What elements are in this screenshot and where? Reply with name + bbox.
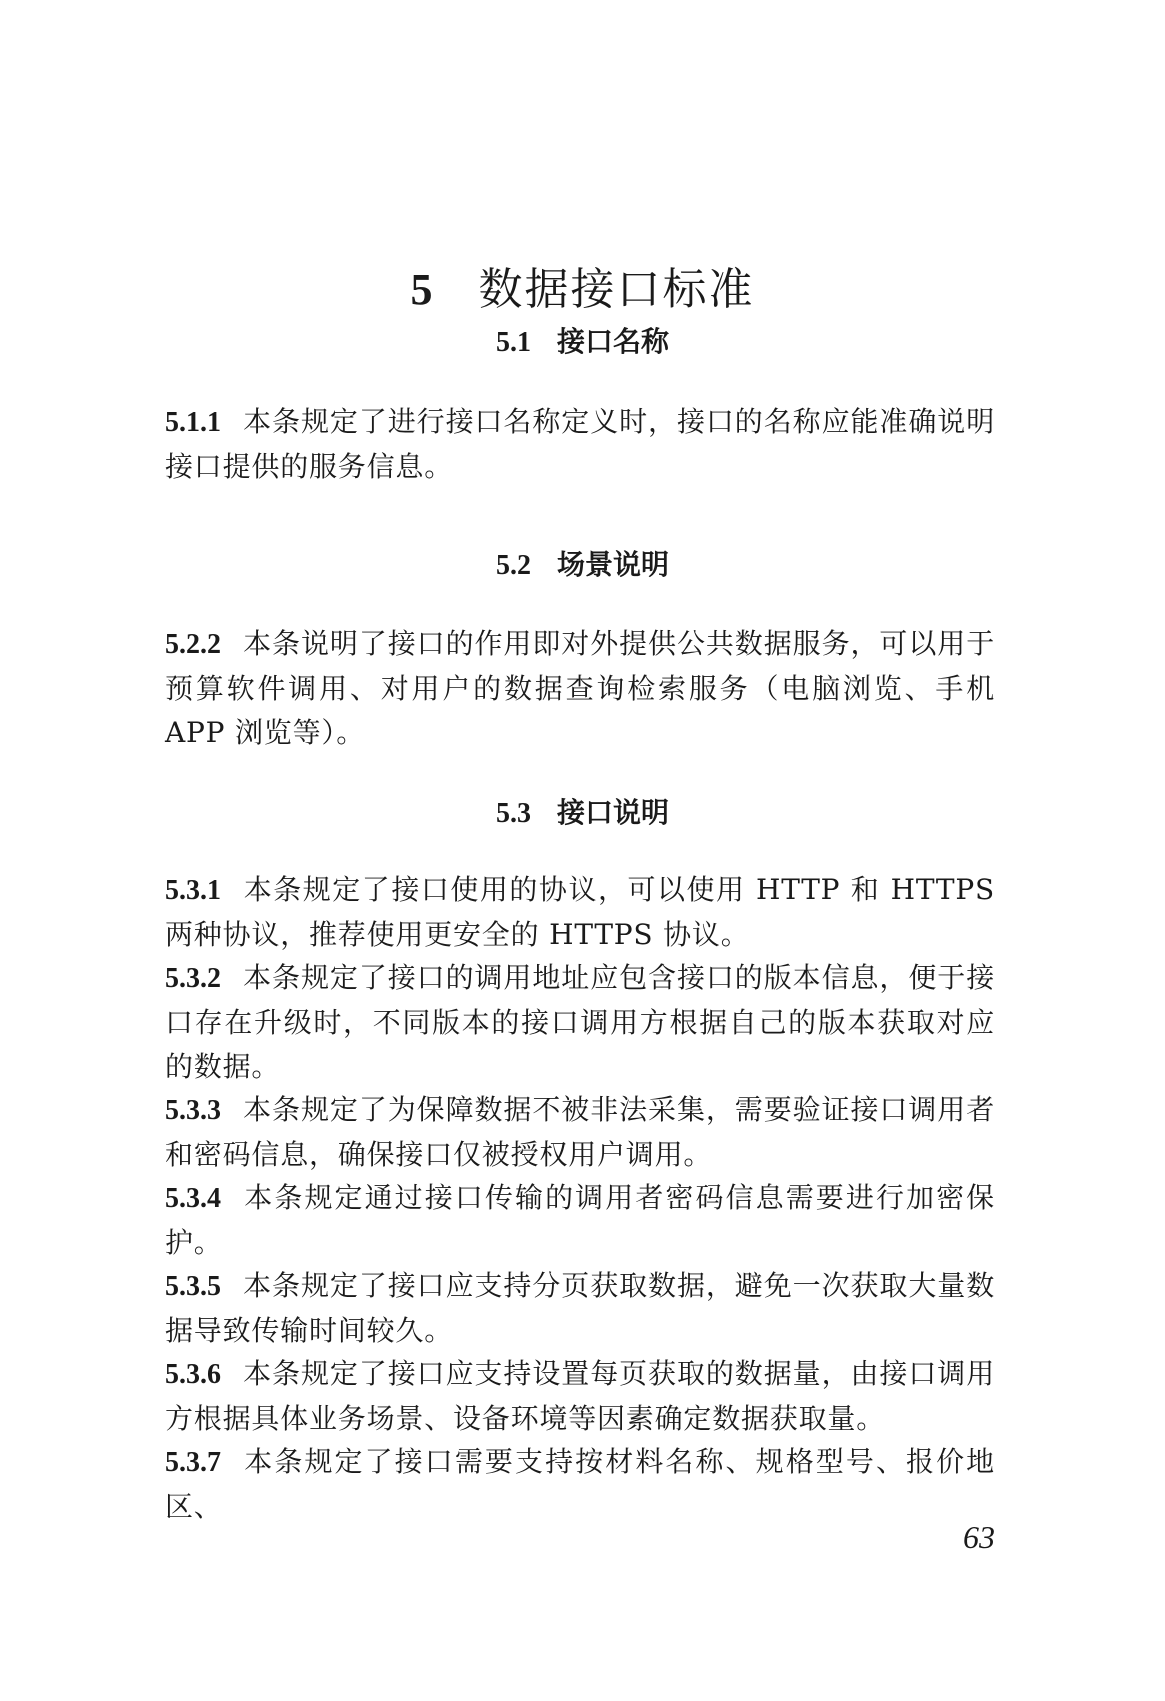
clause-paragraph [165,1176,995,1265]
clause-text: 本条规定了接口需要支持按材料名称、规格型号、报价地区、 [165,1445,995,1523]
clause-number: 5.3.5 [165,1271,221,1302]
section-heading [0,545,1165,586]
clause-paragraph [165,1264,995,1353]
clause-paragraph [165,400,995,489]
section-title: 接口名称 [556,325,669,358]
clause-text: 本条说明了接口的作用即对外提供公共数据服务，可以用于预算软件调用、对用户的数据查询检索服务（电脑浏览、手机APP 浏览等）。 [165,627,995,749]
section-number: 5.1 [495,327,531,358]
clause-paragraph [165,1088,995,1177]
clause-number: 5.3.2 [165,963,221,994]
clause-text: 本条规定了接口的调用地址应包含接口的版本信息，便于接口存在升级时，不同版本的接口调用方根据自己的版本获取对应的数据。 [165,961,995,1083]
clause-number: 5.2.2 [165,629,221,660]
section-heading [0,322,1165,363]
section-title: 接口说明 [556,796,669,829]
clause-number: 5.3.7 [165,1447,221,1478]
clause-paragraph [165,622,995,755]
page-number: 63 [963,1519,995,1555]
clause-number: 5.3.3 [165,1095,221,1126]
clause-number: 5.3.1 [165,875,221,906]
clause-text: 本条规定了为保障数据不被非法采集，需要验证接口调用者和密码信息，确保接口仅被授权用户调用。 [165,1093,995,1171]
clause-text: 本条规定通过接口传输的调用者密码信息需要进行加密保护。 [165,1181,995,1259]
section-number: 5.2 [495,550,531,581]
clause-paragraph [165,1352,995,1441]
section-title: 场景说明 [556,548,669,581]
clause-paragraph [165,1440,995,1529]
clause-text: 本条规定了进行接口名称定义时，接口的名称应能准确说明接口提供的服务信息。 [165,405,995,483]
clause-text: 本条规定了接口应支持设置每页获取的数据量，由接口调用方根据具体业务场景、设备环境等因素确定数据获取量。 [165,1357,995,1435]
clause-paragraph [165,868,995,957]
chapter-number: 5 [410,265,435,314]
clause-number: 5.1.1 [165,407,221,438]
section-heading [0,793,1165,834]
clause-text: 本条规定了接口应支持分页获取数据，避免一次获取大量数据导致传输时间较久。 [165,1269,995,1347]
clause-number: 5.3.4 [165,1183,221,1214]
clause-paragraph [165,956,995,1089]
section-number: 5.3 [495,798,531,829]
clause-number: 5.3.6 [165,1359,221,1390]
chapter-title-text: 数据接口标准 [478,264,755,315]
chapter-title [0,262,1165,318]
clause-text: 本条规定了接口使用的协议，可以使用 HTTP 和 HTTPS 两种协议，推荐使用更安全的 HTTPS 协议。 [165,873,995,951]
